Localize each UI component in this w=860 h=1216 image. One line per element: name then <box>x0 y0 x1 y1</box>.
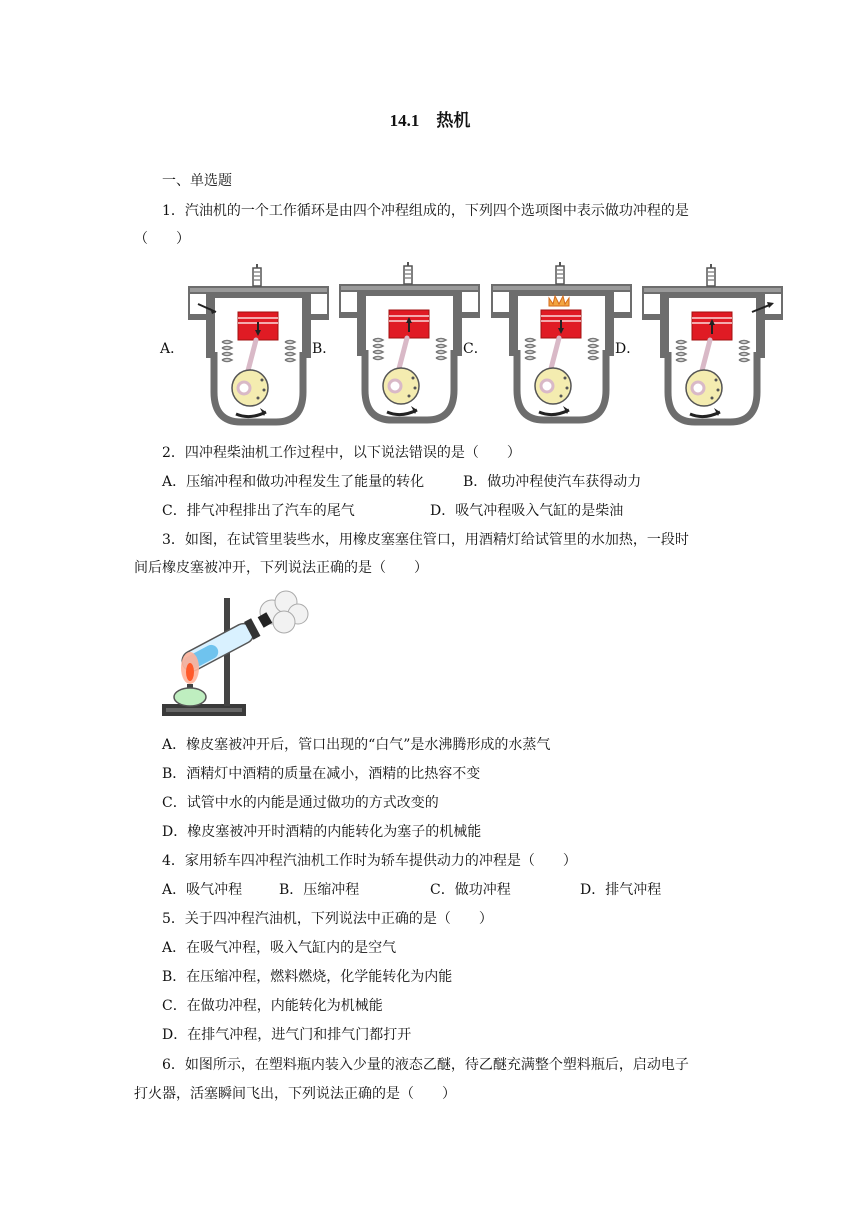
q2-option-c: C．排气冲程排出了汽车的尾气 <box>162 503 355 519</box>
section-heading: 一、单选题 <box>162 173 232 189</box>
q3-test-tube-image <box>160 590 310 720</box>
q1-engine-a-image <box>186 264 331 426</box>
q1-engine-b-image <box>337 262 482 426</box>
q1-option-d-label: D． <box>615 341 641 357</box>
q1-stem-line2: （ ） <box>134 231 190 247</box>
q5-option-b: B．在压缩冲程，燃料燃烧，化学能转化为内能 <box>162 969 453 985</box>
q4-option-d: D．排气冲程 <box>580 882 662 898</box>
q1-option-c-label: C． <box>463 341 488 357</box>
q4-option-a: A．吸气冲程 <box>162 882 243 898</box>
q1-option-b-label: B． <box>312 341 337 357</box>
q2-option-b: B．做功冲程使汽车获得动力 <box>463 474 642 490</box>
q1-option-a-label: A． <box>160 341 185 357</box>
q4-option-c: C．做功冲程 <box>430 882 511 898</box>
q4-stem: 4．家用轿车四冲程汽油机工作时为轿车提供动力的冲程是（ ） <box>162 853 577 869</box>
q1-stem-line1: 1．汽油机的一个工作循环是由四个冲程组成的，下列四个选项图中表示做功冲程的是 <box>162 203 689 219</box>
q6-stem-line2: 打火器，活塞瞬间飞出，下列说法正确的是（ ） <box>134 1086 456 1102</box>
page-title: 14.1 热机 <box>389 111 471 130</box>
q5-stem: 5．关于四冲程汽油机，下列说法中正确的是（ ） <box>162 911 493 927</box>
q4-option-b: B．压缩冲程 <box>279 882 360 898</box>
q2-stem: 2．四冲程柴油机工作过程中，以下说法错误的是（ ） <box>162 445 521 461</box>
q3-stem-line2: 间后橡皮塞被冲开，下列说法正确的是（ ） <box>134 560 428 576</box>
q5-option-d: D．在排气冲程，进气门和排气门都打开 <box>162 1027 412 1043</box>
q3-option-b: B．酒精灯中酒精的质量在减小，酒精的比热容不变 <box>162 766 481 782</box>
q6-stem-line1: 6．如图所示，在塑料瓶内装入少量的液态乙醚，待乙醚充满整个塑料瓶后，启动电子 <box>162 1057 689 1073</box>
q1-engine-c-image <box>489 262 634 426</box>
q3-option-d: D．橡皮塞被冲开时酒精的内能转化为塞子的机械能 <box>162 824 482 840</box>
q2-option-d: D．吸气冲程吸入气缸的是柴油 <box>430 503 624 519</box>
q3-option-a: A．橡皮塞被冲开后，管口出现的“白气”是水沸腾形成的水蒸气 <box>162 737 551 753</box>
q2-option-a: A．压缩冲程和做功冲程发生了能量的转化 <box>162 474 425 490</box>
q5-option-c: C．在做功冲程，内能转化为机械能 <box>162 998 383 1014</box>
q1-engine-d-image <box>640 264 785 426</box>
q3-option-c: C．试管中水的内能是通过做功的方式改变的 <box>162 795 439 811</box>
q3-stem-line1: 3．如图，在试管里装些水，用橡皮塞塞住管口，用酒精灯给试管里的水加热，一段时 <box>162 532 689 548</box>
q5-option-a: A．在吸气冲程，吸入气缸内的是空气 <box>162 940 397 956</box>
